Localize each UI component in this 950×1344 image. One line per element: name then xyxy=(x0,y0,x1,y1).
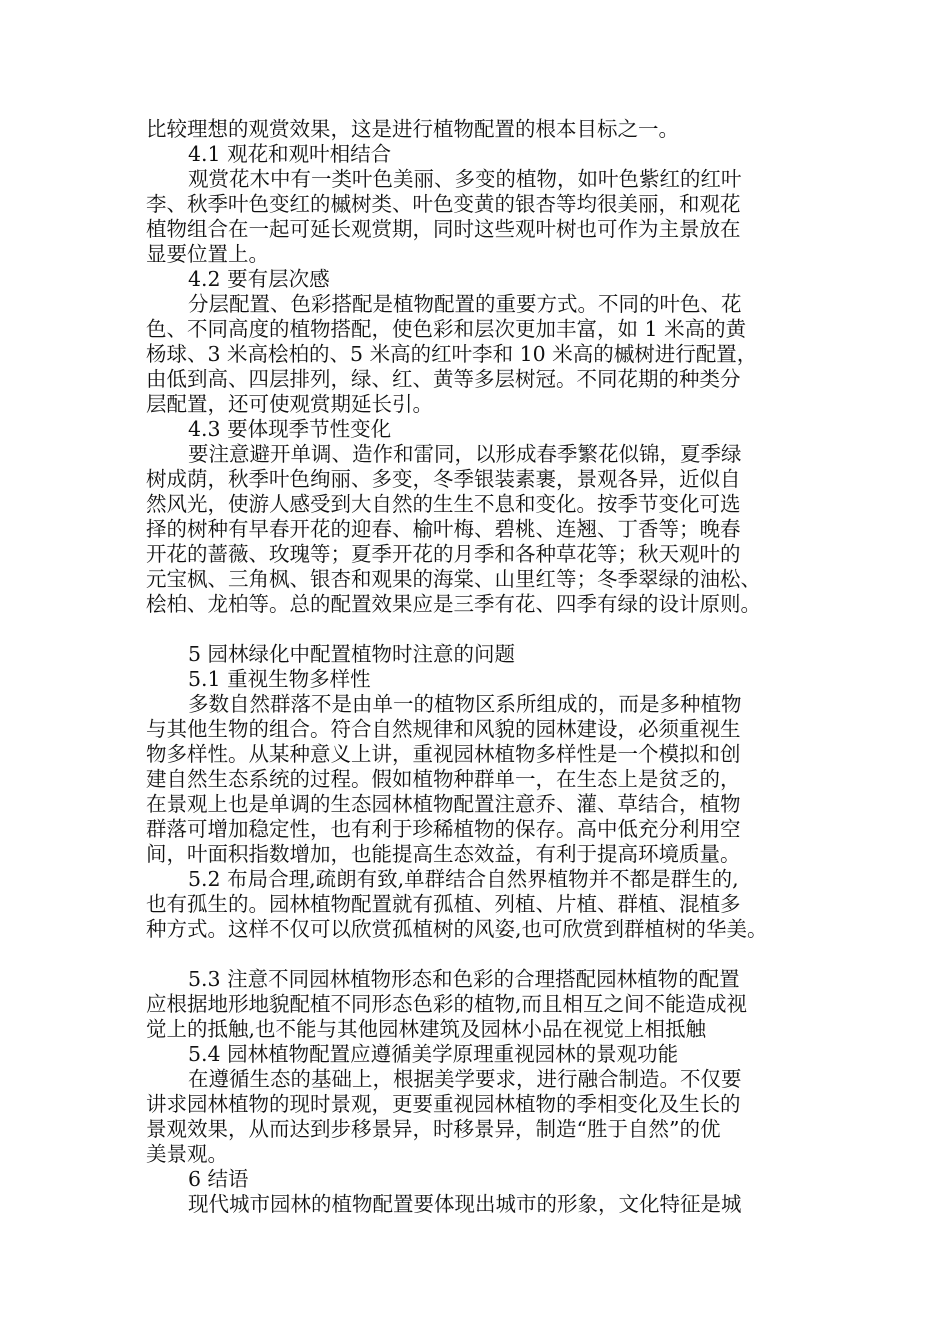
text-line: 桧柏、龙柏等。总的配置效果应是三季有花、四季有绿的设计原则。 xyxy=(146,592,761,616)
text-line: 4.1 观花和观叶相结合 xyxy=(188,142,392,166)
text-line: 讲求园林植物的现时景观，更要重视园林植物的季相变化及生长的 xyxy=(146,1092,741,1116)
text-line: 4.3 要体现季节性变化 xyxy=(188,417,392,441)
text-line: 择的树种有早春开花的迎春、榆叶梅、碧桃、连翘、丁香等；晚春 xyxy=(146,517,741,541)
text-line: 树成荫，秋季叶色绚丽、多变，冬季银装素裹，景观各异，近似自 xyxy=(146,467,741,491)
text-line: 间，叶面积指数增加，也能提高生态效益，有利于提高环境质量。 xyxy=(146,842,741,866)
text-line: 物多样性。从某种意义上讲，重视园林植物多样性是一个模拟和创 xyxy=(146,742,741,766)
text-line: 5 园林绿化中配置植物时注意的问题 xyxy=(188,642,516,666)
text-line: 元宝枫、三角枫、银杏和观果的海棠、山里红等；冬季翠绿的油松、 xyxy=(146,567,761,591)
text-line: 应根据地形地貌配植不同形态色彩的植物,而且相互之间不能造成视 xyxy=(146,992,748,1016)
text-line: 然风光，使游人感受到大自然的生生不息和变化。按季节变化可选 xyxy=(146,492,741,516)
text-line: 显要位置上。 xyxy=(146,242,269,266)
text-line: 观赏花木中有一类叶色美丽、多变的植物，如叶色紫红的红叶 xyxy=(188,167,742,191)
text-line: 植物组合在一起可延长观赏期，同时这些观叶树也可作为主景放在 xyxy=(146,217,741,241)
text-line: 群落可增加稳定性，也有利于珍稀植物的保存。高中低充分利用空 xyxy=(146,817,741,841)
text-line: 在景观上也是单调的生态园林植物配置注意乔、灌、草结合，植物 xyxy=(146,792,741,816)
text-line: 5.2 布局合理,疏朗有致,单群结合自然界植物并不都是群生的, xyxy=(188,867,739,891)
text-line: 5.3 注意不同园林植物形态和色彩的合理搭配园林植物的配置 xyxy=(188,967,740,991)
text-line: 要注意避开单调、造作和雷同，以形成春季繁花似锦，夏季绿 xyxy=(188,442,742,466)
text-line: 比较理想的观赏效果，这是进行植物配置的根本目标之一。 xyxy=(146,117,679,141)
text-line: 5.4 园林植物配置应遵循美学原理重视园林的景观功能 xyxy=(188,1042,679,1066)
text-line: 5.1 重视生物多样性 xyxy=(188,667,371,691)
text-line: 4.2 要有层次感 xyxy=(188,267,330,291)
text-line: 现代城市园林的植物配置要体现出城市的形象，文化特征是城 xyxy=(188,1192,742,1216)
text-line: 在遵循生态的基础上，根据美学要求，进行融合制造。不仅要 xyxy=(188,1067,742,1091)
text-line: 与其他生物的组合。符合自然规律和风貌的园林建设，必须重视生 xyxy=(146,717,741,741)
text-line: 杨球、3 米高桧柏的、5 米高的红叶李和 10 米高的槭树进行配置， xyxy=(146,342,758,366)
text-line: 色、不同高度的植物搭配，使色彩和层次更加丰富，如 1 米高的黄 xyxy=(146,317,747,341)
text-line: 种方式。这样不仅可以欣赏孤植树的风姿,也可欣赏到群植树的华美。 xyxy=(146,917,768,941)
text-line: 觉上的抵触,也不能与其他园林建筑及园林小品在视觉上相抵触 xyxy=(146,1017,707,1041)
text-line: 多数自然群落不是由单一的植物区系所组成的，而是多种植物 xyxy=(188,692,742,716)
text-line: 分层配置、色彩搭配是植物配置的重要方式。不同的叶色、花 xyxy=(188,292,742,316)
text-line: 开花的蔷薇、玫瑰等；夏季开花的月季和各种草花等；秋天观叶的 xyxy=(146,542,741,566)
text-line: 6 结语 xyxy=(188,1167,249,1191)
text-line: 李、秋季叶色变红的槭树类、叶色变黄的银杏等均很美丽，和观花 xyxy=(146,192,741,216)
text-line: 也有孤生的。园林植物配置就有孤植、列植、片植、群植、混植多 xyxy=(146,892,741,916)
text-line: 由低到高、四层排列，绿、红、黄等多层树冠。不同花期的种类分 xyxy=(146,367,741,391)
text-line: 建自然生态系统的过程。假如植物种群单一，在生态上是贫乏的， xyxy=(146,767,741,791)
blank-line xyxy=(146,942,816,967)
text-line: 层配置，还可使观赏期延长引。 xyxy=(146,392,433,416)
text-line: 美景观。 xyxy=(146,1142,228,1166)
text-line: 景观效果，从而达到步移景异，时移景异，制造“胜于自然”的优 xyxy=(146,1117,721,1141)
blank-line xyxy=(146,617,816,642)
document-body xyxy=(146,117,816,1217)
